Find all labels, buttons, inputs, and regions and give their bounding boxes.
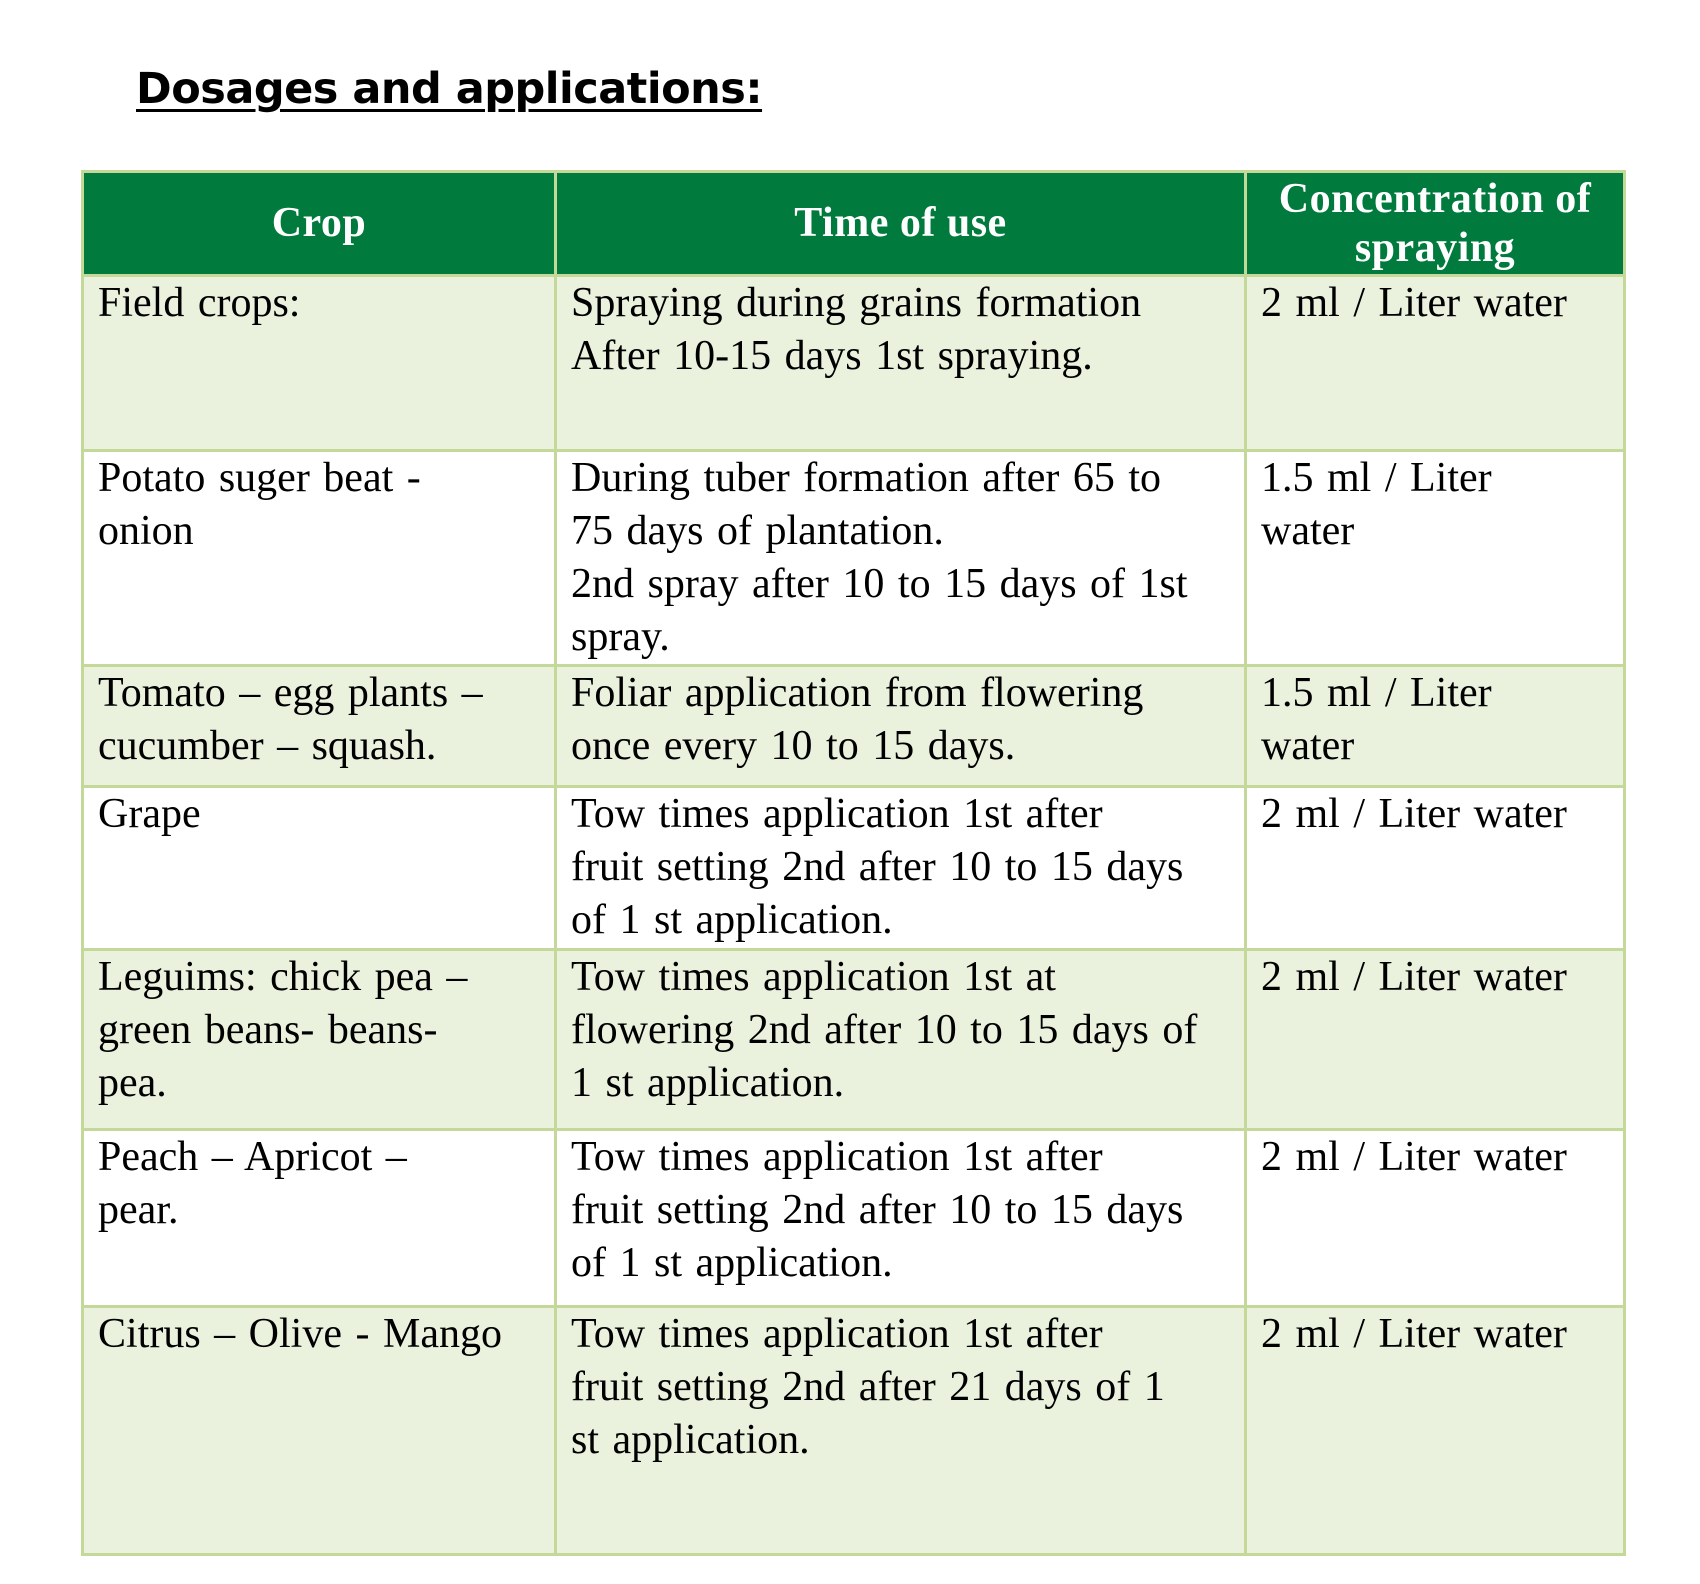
crop-cell [83, 1307, 556, 1555]
column-header-time-of-use: Time of use [556, 172, 1246, 276]
dosage-table [81, 170, 1626, 1556]
crop-text: Citrus – Olive - Mango [98, 1311, 502, 1357]
crop-text: Tomato – egg plants – cucumber – squash. [98, 670, 483, 769]
time-of-use-cell [556, 1130, 1246, 1307]
concentration-cell [1246, 950, 1625, 1130]
concentration-text: 2 ml / Liter water [1261, 791, 1567, 837]
time-of-use-text: Tow times application 1st after fruit setting 2nd after 10 to 15 days of 1 st application. [571, 1134, 1184, 1286]
table-row [83, 276, 1625, 451]
crop-cell [83, 276, 556, 451]
crop-text: Peach – Apricot – pear. [98, 1134, 407, 1233]
concentration-cell [1246, 276, 1625, 451]
page-title: Dosages and applications: [136, 64, 763, 114]
crop-cell [83, 666, 556, 787]
concentration-cell [1246, 1130, 1625, 1307]
time-of-use-text: Foliar application from flowering once every 10 to 15 days. [571, 670, 1144, 769]
time-of-use-cell [556, 276, 1246, 451]
time-of-use-text: Tow times application 1st after fruit setting 2nd after 10 to 15 days of 1 st application. [571, 791, 1184, 943]
concentration-text: 2 ml / Liter water [1261, 954, 1567, 1000]
concentration-cell [1246, 1307, 1625, 1555]
concentration-cell [1246, 666, 1625, 787]
crop-text: Leguims: chick pea – green beans- beans- pea. [98, 954, 468, 1106]
header-row [83, 172, 1625, 276]
concentration-cell [1246, 787, 1625, 950]
time-of-use-cell [556, 950, 1246, 1130]
crop-text: Field crops: [98, 280, 301, 326]
table-row [83, 451, 1625, 666]
time-of-use-text: Tow times application 1st at flowering 2nd after 10 to 15 days of 1 st application. [571, 954, 1198, 1106]
crop-cell [83, 787, 556, 950]
crop-cell [83, 950, 556, 1130]
time-of-use-cell [556, 666, 1246, 787]
column-header-crop: Crop [83, 172, 556, 276]
concentration-text: 2 ml / Liter water [1261, 1311, 1567, 1357]
concentration-text: 1.5 ml / Liter water [1261, 455, 1492, 554]
table-row [83, 1307, 1625, 1555]
time-of-use-cell [556, 787, 1246, 950]
crop-cell [83, 451, 556, 666]
crop-text: Grape [98, 791, 201, 837]
column-header-concentration: Concentration of spraying [1246, 172, 1625, 276]
table-row [83, 787, 1625, 950]
table-row [83, 666, 1625, 787]
concentration-text: 2 ml / Liter water [1261, 280, 1567, 326]
crop-text: Potato suger beat - onion [98, 455, 421, 554]
concentration-text: 2 ml / Liter water [1261, 1134, 1567, 1180]
table-row [83, 1130, 1625, 1307]
time-of-use-text: During tuber formation after 65 to 75 days of plantation. 2nd spray after 10 to 15 days of 1st spray. [571, 455, 1188, 660]
crop-cell [83, 1130, 556, 1307]
table-row [83, 950, 1625, 1130]
time-of-use-cell [556, 1307, 1246, 1555]
concentration-text: 1.5 ml / Liter water [1261, 670, 1492, 769]
time-of-use-text: Spraying during grains formation After 10-15 days 1st spraying. [571, 280, 1142, 379]
concentration-cell [1246, 451, 1625, 666]
time-of-use-cell [556, 451, 1246, 666]
time-of-use-text: Tow times application 1st after fruit setting 2nd after 21 days of 1 st application. [571, 1311, 1165, 1463]
